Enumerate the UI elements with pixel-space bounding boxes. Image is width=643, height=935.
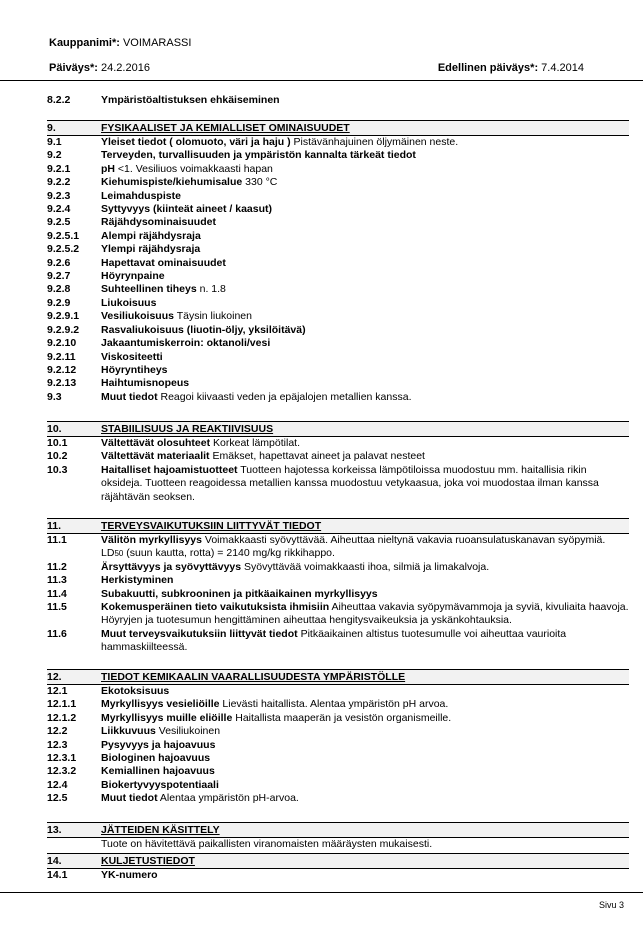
item-value: Alentaa ympäristön pH-arvoa. xyxy=(159,792,299,805)
table-row xyxy=(47,270,629,283)
item-number: 12.3.2 xyxy=(47,765,77,778)
item-label: Biokertyvyyspotentiaali xyxy=(101,778,219,791)
item-value: <1. Vesiliuos voimakkaasti hapan xyxy=(117,162,273,175)
item-text xyxy=(101,534,629,561)
section-number: 13. xyxy=(47,824,62,836)
item-value: n. 1.8 xyxy=(199,283,226,296)
item-label: Ekotoksisuus xyxy=(101,685,170,697)
item-text xyxy=(101,283,629,296)
table-row xyxy=(47,351,629,364)
section-9-rows xyxy=(47,136,629,404)
item-label: Ylempi räjähdysraja xyxy=(101,243,201,256)
item-number: 9.2.1 xyxy=(47,162,71,175)
item-value-a: Voimakkaasti syövyttävää. Aiheuttaa nieltynä vakavia ruoansulatuskanavan syöpymiä. LD xyxy=(101,534,606,560)
item-label: Herkistyminen xyxy=(101,574,174,587)
table-row xyxy=(47,588,629,601)
table-row xyxy=(47,203,629,216)
item-text xyxy=(101,765,629,778)
section-title: STABIILISUUS JA REAKTIIVISUUS xyxy=(101,423,274,435)
table-row xyxy=(47,739,629,752)
item-number: 9.2.11 xyxy=(47,350,76,363)
item-text xyxy=(101,739,629,752)
section-heading xyxy=(47,822,629,838)
item-label: Biologinen hajoavuus xyxy=(101,752,211,765)
item-text xyxy=(101,310,629,323)
page-number: Sivu 3 xyxy=(598,900,624,910)
item-text xyxy=(101,149,629,162)
item-text xyxy=(101,779,629,792)
item-label: Syttyvyys (kiinteät aineet / kaasut) xyxy=(101,203,272,216)
item-value: Pitkäaikainen altistus tuotesumulle voi aiheuttaa vaurioita hammaskiilteessä. xyxy=(101,627,567,654)
section-10 xyxy=(47,421,629,504)
item-label: Rasvaliukoisuus (liuotin-öljy, yksilöitävä) xyxy=(101,323,306,336)
section-title: TERVEYSVAIKUTUKSIIN LIITTYVÄT TIEDOT xyxy=(101,520,322,532)
item-label: Höyrynpaine xyxy=(101,270,165,283)
item-label: Haihtumisnopeus xyxy=(101,377,190,390)
item-label: Viskositeetti xyxy=(101,350,163,363)
item-label: Yleiset tiedot ( olomuoto, väri ja haju ) xyxy=(101,136,291,148)
date-label: Päiväys*: xyxy=(49,62,98,74)
item-text xyxy=(101,574,629,587)
item-number: 9.2.5 xyxy=(47,216,71,229)
item-number: 9.2.9.1 xyxy=(47,310,80,323)
item-number: 8.2.2 xyxy=(47,94,71,106)
item-number: 9.2.8 xyxy=(47,283,71,296)
item-text xyxy=(101,752,629,765)
table-row xyxy=(47,725,629,738)
item-label: Kemiallinen hajoavuus xyxy=(101,765,215,778)
item-label: Kokemusperäinen tieto vaikutuksista ihmisiin xyxy=(101,601,330,614)
item-text xyxy=(101,588,629,601)
item-label: Liukoisuus xyxy=(101,296,157,309)
item-value: Aiheuttaa vakavia syöpymävammoja ja syviä, kivuliaita haavoja. Höyryjen ja tuotesumun hengittäminen aiheuttaa hengitysvaikeuksia ja yskänkohtauksia. xyxy=(101,601,629,627)
item-text xyxy=(101,561,629,574)
section-title: TIEDOT KEMIKAALIN VAARALLISUUDESTA YMPÄRISTÖLLE xyxy=(101,671,406,683)
item-value: Täysin liukoinen xyxy=(176,310,252,323)
table-row xyxy=(47,792,629,805)
item-label: Subakuutti, subkrooninen ja pitkäaikainen myrkyllisyys xyxy=(101,587,378,600)
item-label: Myrkyllisyys muille eliöille xyxy=(101,711,233,724)
section-heading xyxy=(47,421,629,437)
section-10-rows xyxy=(47,437,629,504)
section-title: JÄTTEIDEN KÄSITTELY xyxy=(101,824,220,836)
section-11-rows xyxy=(47,561,629,655)
item-label: Suhteellinen tiheys xyxy=(101,283,197,296)
item-number: 9.2.3 xyxy=(47,189,71,202)
table-row xyxy=(47,176,629,189)
section-number: 12. xyxy=(47,671,62,683)
date-line xyxy=(49,62,584,74)
section-heading xyxy=(47,120,629,136)
item-label: Vältettävät olosuhteet xyxy=(101,437,211,449)
table-row xyxy=(47,136,629,149)
item-label: YK-numero xyxy=(101,869,158,881)
item-number: 9.2.12 xyxy=(47,363,77,376)
section-12 xyxy=(47,669,629,806)
item-number: 10.2 xyxy=(47,450,68,463)
item-number: 11.3 xyxy=(47,574,67,587)
item-value: Lievästi haitallista. Alentaa ympäristön pH arvoa. xyxy=(222,698,449,711)
section-heading xyxy=(47,669,629,685)
item-number: 9.1 xyxy=(47,136,62,148)
item-text xyxy=(101,628,629,655)
table-row xyxy=(47,377,629,390)
table-row xyxy=(47,685,629,698)
table-row xyxy=(47,190,629,203)
previous-date-value: 7.4.2014 xyxy=(541,62,584,74)
item-number: 9.3 xyxy=(47,390,62,403)
item-label: Terveyden, turvallisuuden ja ympäristön kannalta tärkeät tiedot xyxy=(101,149,416,162)
item-number: 9.2.5.2 xyxy=(47,243,80,256)
ld50-subscript: 50 xyxy=(114,549,124,559)
item-text xyxy=(101,391,629,404)
section-12-rows xyxy=(47,685,629,806)
item-number: 11.5 xyxy=(47,601,67,614)
trade-name-line xyxy=(49,37,191,49)
item-label: Liikkuvuus xyxy=(101,725,156,738)
item-label: Muut terveysvaikutuksiin liittyvät tiedot xyxy=(101,627,298,640)
item-number: 12.5 xyxy=(47,792,68,805)
item-text xyxy=(101,337,629,350)
table-row xyxy=(47,283,629,296)
item-text xyxy=(101,725,629,738)
table-row xyxy=(47,324,629,337)
section-8-2-2 xyxy=(47,94,629,107)
table-row xyxy=(47,230,629,243)
item-label: Leimahduspiste xyxy=(101,189,181,202)
item-text xyxy=(101,464,629,504)
item-number: 9.2.9.2 xyxy=(47,323,80,336)
section-number: 11. xyxy=(47,520,62,532)
table-row xyxy=(47,216,629,229)
row-14-1 xyxy=(47,869,629,882)
section-number: 10. xyxy=(47,423,62,435)
section-number: 14. xyxy=(47,855,62,867)
item-number: 9.2 xyxy=(47,149,62,162)
item-text: Tuote on hävitettävä paikallisten viranomaisten määräysten mukaisesti. xyxy=(101,838,433,850)
item-text xyxy=(101,230,629,243)
item-number: 14.1 xyxy=(47,869,68,881)
item-number: 10.3 xyxy=(47,463,68,476)
item-label: Vesiliukoisuus xyxy=(101,310,174,323)
section-9 xyxy=(47,120,629,404)
table-row xyxy=(47,437,629,450)
item-text xyxy=(101,364,629,377)
item-number: 12.1.2 xyxy=(47,711,77,724)
item-number: 9.2.10 xyxy=(47,337,77,350)
row-13-text xyxy=(47,838,629,851)
table-row xyxy=(47,712,629,725)
item-text xyxy=(101,270,629,283)
item-text xyxy=(101,450,629,463)
item-number: 9.2.6 xyxy=(47,256,71,269)
section-number: 9. xyxy=(47,122,56,134)
item-text xyxy=(101,257,629,270)
item-number: 12.2 xyxy=(47,725,68,738)
item-text xyxy=(101,324,629,337)
section-13 xyxy=(47,822,629,851)
item-value: Syövyttävää voimakkaasti ihoa, silmiä ja limakalvoja. xyxy=(244,560,490,573)
section-title: FYSIKAALISET JA KEMIALLISET OMINAISUUDET xyxy=(101,122,350,134)
item-value: Pistävänhajuinen öljymäinen neste. xyxy=(293,136,459,148)
item-value: Haitallista maaperän ja vesistön organismeille. xyxy=(235,711,452,724)
item-label: pH xyxy=(101,162,115,175)
item-label: Alempi räjähdysraja xyxy=(101,229,201,242)
item-label: Kiehumispiste/kiehumisalue xyxy=(101,176,243,189)
item-number: 12.3.1 xyxy=(47,752,77,765)
table-row xyxy=(47,765,629,778)
item-label: Jakaantumiskerroin: oktanoli/vesi xyxy=(101,337,271,350)
item-number: 12.3 xyxy=(47,738,68,751)
item-value: 330 °C xyxy=(245,176,278,189)
item-value-b: (suun kautta, rotta) = 2140 mg/kg rikkihappo. xyxy=(123,547,335,560)
item-value: Korkeat lämpötilat. xyxy=(213,437,300,449)
item-number: 11.1 xyxy=(47,534,67,546)
table-row xyxy=(47,297,629,310)
table-row xyxy=(47,163,629,176)
item-value: Emäkset, hapettavat aineet ja palavat nesteet xyxy=(212,450,425,463)
item-text xyxy=(101,601,629,628)
item-text xyxy=(101,685,629,698)
item-number: 11.4 xyxy=(47,587,67,600)
item-number: 10.1 xyxy=(47,437,68,449)
section-title: KULJETUSTIEDOT xyxy=(101,855,195,867)
item-text xyxy=(101,792,629,805)
item-label: Ärsyttävyys ja syövyttävyys xyxy=(101,560,242,573)
item-number: 9.2.2 xyxy=(47,176,71,189)
item-label: Myrkyllisyys vesieliöille xyxy=(101,698,220,711)
table-row xyxy=(47,561,629,574)
table-row xyxy=(47,601,629,628)
row-11-1 xyxy=(47,534,629,561)
item-text xyxy=(101,176,629,189)
table-row xyxy=(47,364,629,377)
item-number: 12.4 xyxy=(47,778,68,791)
item-label: Hapettavat ominaisuudet xyxy=(101,256,226,269)
item-number: 9.2.9 xyxy=(47,296,71,309)
item-label: Muut tiedot xyxy=(101,390,158,403)
item-value: Tuotteen hajotessa korkeissa lämpötiloissa muodostuu mm. haitallisia rikin oksideja. Tuotteen reagoidessa metallien kanssa muodostuu vetykaasua, joka voi muodostaa ilman kanssa räjähtävän seoksen. xyxy=(101,463,599,503)
item-label: Haitalliset hajoamistuotteet xyxy=(101,463,238,476)
item-text xyxy=(101,698,629,711)
item-number: 11.2 xyxy=(47,560,67,573)
item-value: Reagoi kiivaasti veden ja epäjalojen metallien kanssa. xyxy=(160,390,412,403)
previous-date xyxy=(438,62,584,74)
item-label: Välitön myrkyllisyys xyxy=(101,534,202,546)
item-label: Muut tiedot xyxy=(101,792,158,805)
table-row xyxy=(47,464,629,504)
table-row xyxy=(47,752,629,765)
item-text xyxy=(101,712,629,725)
table-row xyxy=(47,450,629,463)
table-row xyxy=(47,779,629,792)
table-row xyxy=(47,628,629,655)
item-text xyxy=(101,377,629,390)
item-text xyxy=(101,136,629,149)
item-text xyxy=(101,203,629,216)
table-row xyxy=(47,574,629,587)
item-number: 9.2.5.1 xyxy=(47,229,80,242)
item-number: 9.2.4 xyxy=(47,203,71,216)
table-row xyxy=(47,310,629,323)
item-label: Räjähdysominaisuudet xyxy=(101,216,216,229)
item-number: 12.1 xyxy=(47,685,68,697)
item-text xyxy=(101,243,629,256)
item-label: Vältettävät materiaalit xyxy=(101,450,210,463)
item-number: 9.2.13 xyxy=(47,377,77,390)
table-row xyxy=(47,149,629,162)
table-row xyxy=(47,337,629,350)
table-row xyxy=(47,391,629,404)
item-number: 12.1.1 xyxy=(47,698,77,711)
previous-date-label: Edellinen päiväys*: xyxy=(437,62,539,74)
footer-divider xyxy=(0,892,643,893)
row-8-2-2 xyxy=(47,94,629,107)
table-row xyxy=(47,698,629,711)
section-heading xyxy=(47,853,629,869)
table-row xyxy=(47,243,629,256)
item-text xyxy=(101,190,629,203)
item-text xyxy=(101,163,629,176)
item-label: Pysyvyys ja hajoavuus xyxy=(101,738,216,751)
header-divider xyxy=(0,80,643,81)
section-14 xyxy=(47,853,629,882)
trade-name-label: Kauppanimi*: xyxy=(49,37,120,49)
item-label: Höyryntiheys xyxy=(101,363,168,376)
section-heading xyxy=(47,518,629,534)
item-number: 9.2.7 xyxy=(47,270,71,283)
item-text xyxy=(101,216,629,229)
date-value: 24.2.2016 xyxy=(101,62,150,74)
item-label: Ympäristöaltistuksen ehkäiseminen xyxy=(101,94,280,106)
table-row xyxy=(47,257,629,270)
item-number: 11.6 xyxy=(47,627,67,640)
item-value: Vesiliukoinen xyxy=(158,725,221,738)
item-text xyxy=(101,351,629,364)
item-text xyxy=(101,297,629,310)
item-text xyxy=(101,437,629,450)
section-11 xyxy=(47,518,629,655)
trade-name: VOIMARASSI xyxy=(122,37,192,49)
